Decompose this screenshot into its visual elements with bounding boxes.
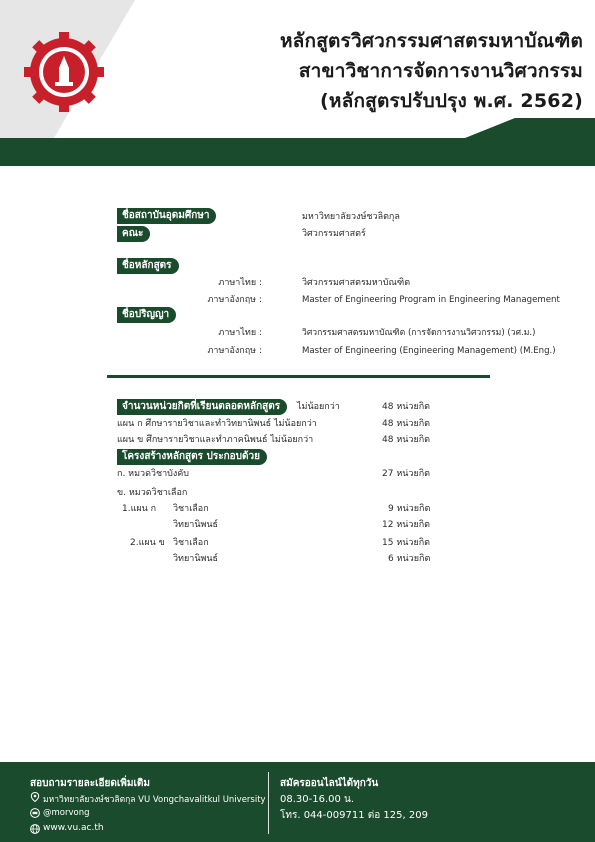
- section-divider: [107, 375, 490, 378]
- plan1-thesis-label: วิทยานิพนธ์: [173, 520, 219, 530]
- plan-b-credits-value: 48 หน่วยกิต: [382, 435, 431, 445]
- line-chat-icon: [30, 808, 40, 818]
- plan2-elective-label: วิชาเลือก: [173, 538, 209, 548]
- footer-social[interactable]: @morvong: [43, 808, 90, 818]
- faculty-value: วิศวกรรมศาสตร์: [302, 229, 366, 239]
- globe-icon: [30, 824, 40, 834]
- plan-b-credits-label: แผน ข ศึกษารายวิชาและทำภาคนิพนธ์ ไม่น้อยกว่า: [117, 435, 314, 445]
- degree-name-label: ชื่อปริญญา: [117, 307, 176, 323]
- phone-number: โทร. 044-009711 ต่อ 125, 209: [280, 810, 428, 821]
- apply-title: สมัครออนไลน์ได้ทุกวัน: [280, 778, 379, 789]
- plan2-label: 2.แผน ข: [130, 538, 165, 548]
- plan-a-credits-label: แผน ก ศึกษารายวิชาและทำวิทยานิพนธ์ ไม่น้อยกว่า: [117, 419, 317, 429]
- faculty-label: คณะ: [117, 226, 150, 242]
- plan1-elective-value: 9 หน่วยกิต: [388, 504, 431, 514]
- program-eng-value: Master of Engineering Program in Engineering Management: [302, 295, 560, 305]
- institution-value: มหาวิทยาลัยวงษ์ชวลิตกุล: [302, 212, 400, 222]
- core-courses-label: ก. หมวดวิชาบังคับ: [117, 469, 189, 479]
- plan2-elective-value: 15 หน่วยกิต: [382, 538, 431, 548]
- office-hours: 08.30-16.00 น.: [280, 794, 355, 805]
- program-thai-label: ภาษาไทย :: [218, 278, 262, 288]
- plan2-thesis-label: วิทยานิพนธ์: [173, 554, 219, 564]
- total-credits-value: 48 หน่วยกิต: [382, 402, 431, 412]
- location-pin-icon: [30, 792, 40, 802]
- title-line-2: สาขาวิชาการจัดการงานวิศวกรรม: [298, 60, 583, 82]
- contact-title: สอบถามรายละเอียดเพิ่มเติม: [30, 778, 150, 789]
- total-credits-label: จำนวนหน่วยกิตที่เรียนตลอดหลักสูตร: [117, 399, 287, 415]
- plan2-thesis-value: 6 หน่วยกิต: [388, 554, 431, 564]
- footer-location: มหาวิทยาลัยวงษ์ชวลิตกุล VU Vongchavalitkul University: [43, 795, 266, 805]
- degree-thai-label: ภาษาไทย :: [218, 328, 262, 338]
- footer: [0, 762, 595, 842]
- plan1-elective-label: วิชาเลือก: [173, 504, 209, 514]
- institution-label: ชื่อสถาบันอุดมศึกษา: [117, 208, 216, 224]
- plan1-thesis-value: 12 หน่วยกิต: [382, 520, 431, 530]
- footer-website[interactable]: www.vu.ac.th: [43, 823, 104, 833]
- total-credits-suffix: ไม่น้อยกว่า: [297, 402, 340, 412]
- title-line-1: หลักสูตรวิศวกรรมศาสตรมหาบัณฑิต: [279, 30, 583, 52]
- program-title: [280, 26, 583, 116]
- degree-eng-label: ภาษาอังกฤษ :: [207, 346, 262, 356]
- plan-a-credits-value: 48 หน่วยกิต: [382, 419, 431, 429]
- university-logo: [22, 30, 106, 114]
- program-thai-value: วิศวกรรมศาสตรมหาบัณฑิต: [302, 278, 411, 288]
- plan1-label: 1.แผน ก: [122, 504, 157, 514]
- elective-courses-label: ข. หมวดวิชาเลือก: [117, 488, 188, 498]
- program-eng-label: ภาษาอังกฤษ :: [207, 295, 262, 305]
- degree-thai-value: วิศวกรรมศาสตรมหาบัณฑิต (การจัดการงานวิศวกรรม) (วศ.ม.): [302, 328, 536, 338]
- core-courses-value: 27 หน่วยกิต: [382, 469, 431, 479]
- degree-eng-value: Master of Engineering (Engineering Management) (M.Eng.): [302, 346, 556, 356]
- title-line-3: (หลักสูตรปรับปรุง พ.ศ. 2562): [320, 90, 583, 112]
- program-name-label: ชื่อหลักสูตร: [117, 258, 179, 274]
- structure-title: โครงสร้างหลักสูตร ประกอบด้วย: [117, 449, 267, 465]
- footer-divider: [268, 772, 269, 834]
